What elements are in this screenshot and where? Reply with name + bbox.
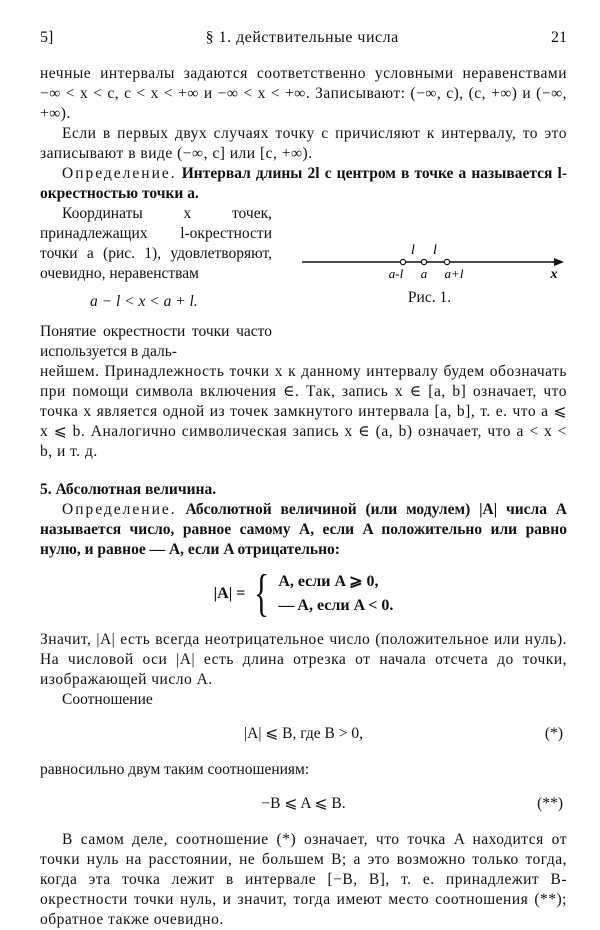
- paragraph-equivalent: равносильно двум таким соотношениям:: [40, 761, 310, 778]
- label-a: a: [420, 266, 428, 281]
- formula-double-star: [40, 794, 567, 814]
- brace-icon: {: [254, 565, 270, 622]
- definition-absolute-value: [40, 500, 567, 560]
- inequality-neighborhood: a − l < x < a + l.: [90, 293, 198, 310]
- section-heading: 5. Абсолютная величина.: [40, 481, 217, 498]
- point-a-minus-l: [400, 259, 405, 264]
- definition-text-2: Абсолютной величиной (или модулем) |A| числа A называется число, равное самому A, если A положительно или равно нулю, и равное — A, если A отрицательно:: [40, 501, 567, 558]
- paragraph-inclusion: нейшем. Принадлежность точки x к данному интервалу будем обозначать при помощи символа включения ∈. Так, запись x ∈ [a, b] означает, что точка x является одной из точек замкнутого интервала [a, b], т. е. что a ⩽ x ⩽ b. Аналогично символическая запись x ∈ (a, b) означает, что a < x < b, и т. д.: [40, 363, 567, 460]
- number-line-figure: [292, 204, 567, 284]
- paragraph-closed-end: Если в первых двух случаях точку c причисляют к интервалу, то это записывают в виде (−∞, c] или [c, +∞).: [40, 125, 567, 162]
- cases-row-2: — A, если A < 0.: [278, 597, 394, 614]
- arrow-head-icon: [554, 258, 564, 266]
- label-a-minus-l: a-l: [388, 266, 404, 281]
- book-page: [40, 28, 567, 930]
- running-header: [40, 28, 567, 48]
- label-l-right: l: [433, 243, 437, 258]
- label-l-left: l: [411, 243, 415, 258]
- label-a-plus-l: a+l: [444, 266, 464, 281]
- figure-caption: Рис. 1.: [407, 289, 452, 306]
- paragraph-proof: В самом деле, соотношение (*) означает, что точка A находится от точки нуль на расстоянии, не большем B; а это возможно только тогда, когда эта точка лежит в интервале [−B, B], т. е. принадлежит B-окрестности точки нуль, и значит, тогда имеют место соотношения (**); обратное также очевидно.: [40, 831, 567, 928]
- formula-star-tag: (*): [544, 725, 563, 742]
- cases-row-1: A, если A ⩾ 0,: [278, 573, 379, 590]
- formula-double-star-tag: (**): [537, 795, 563, 812]
- cases-formula: [40, 565, 567, 622]
- formula-star-text: |A| ⩽ B, где B > 0,: [244, 725, 363, 742]
- definition-text: Интервал длины 2l с центром в точке a называется l-окрестностью точки a.: [40, 165, 567, 202]
- cases-lhs: |A| =: [213, 585, 246, 602]
- figure-1: [292, 204, 567, 362]
- paragraph-intervals: нечные интервалы задаются соответственно условными неравенствами −∞ < x < c, c < x < +∞ и −∞ < x < +∞. Записывают: (−∞, c), (c, +∞) и (−∞, +∞).: [40, 65, 567, 122]
- chapter-title: § 1. действительные числа: [205, 29, 399, 46]
- page-number: 21: [551, 29, 567, 46]
- figure-row-text: [40, 204, 272, 362]
- definition-neighborhood: [40, 164, 567, 204]
- paragraph-nonnegative: Значит, |A| есть всегда неотрицательное число (положительное или нуль). На числовой оси |A| есть длина отрезка от начала отсчета до точки, изображающей число A.: [40, 631, 567, 688]
- figure-row: [40, 204, 567, 362]
- paragraph-coordinates: Координаты x точек, принадлежащих l-окрестности точки a (рис. 1), удовлетворяют, очевидно, неравенствам: [40, 205, 272, 282]
- paragraph-relation-label: Соотношение: [62, 691, 153, 708]
- label-x: x: [550, 267, 558, 282]
- definition-word: Определение.: [62, 165, 177, 182]
- formula-double-star-text: −B ⩽ A ⩽ B.: [261, 795, 346, 812]
- paragraph-concept: Понятие окрестности точки часто используется в даль-: [40, 323, 272, 360]
- formula-star: [40, 724, 567, 744]
- point-a: [421, 259, 426, 264]
- definition-word-2: Определение.: [62, 501, 177, 518]
- point-a-plus-l: [444, 259, 449, 264]
- cases-rows: [278, 570, 393, 618]
- section-ref: 5]: [40, 29, 54, 46]
